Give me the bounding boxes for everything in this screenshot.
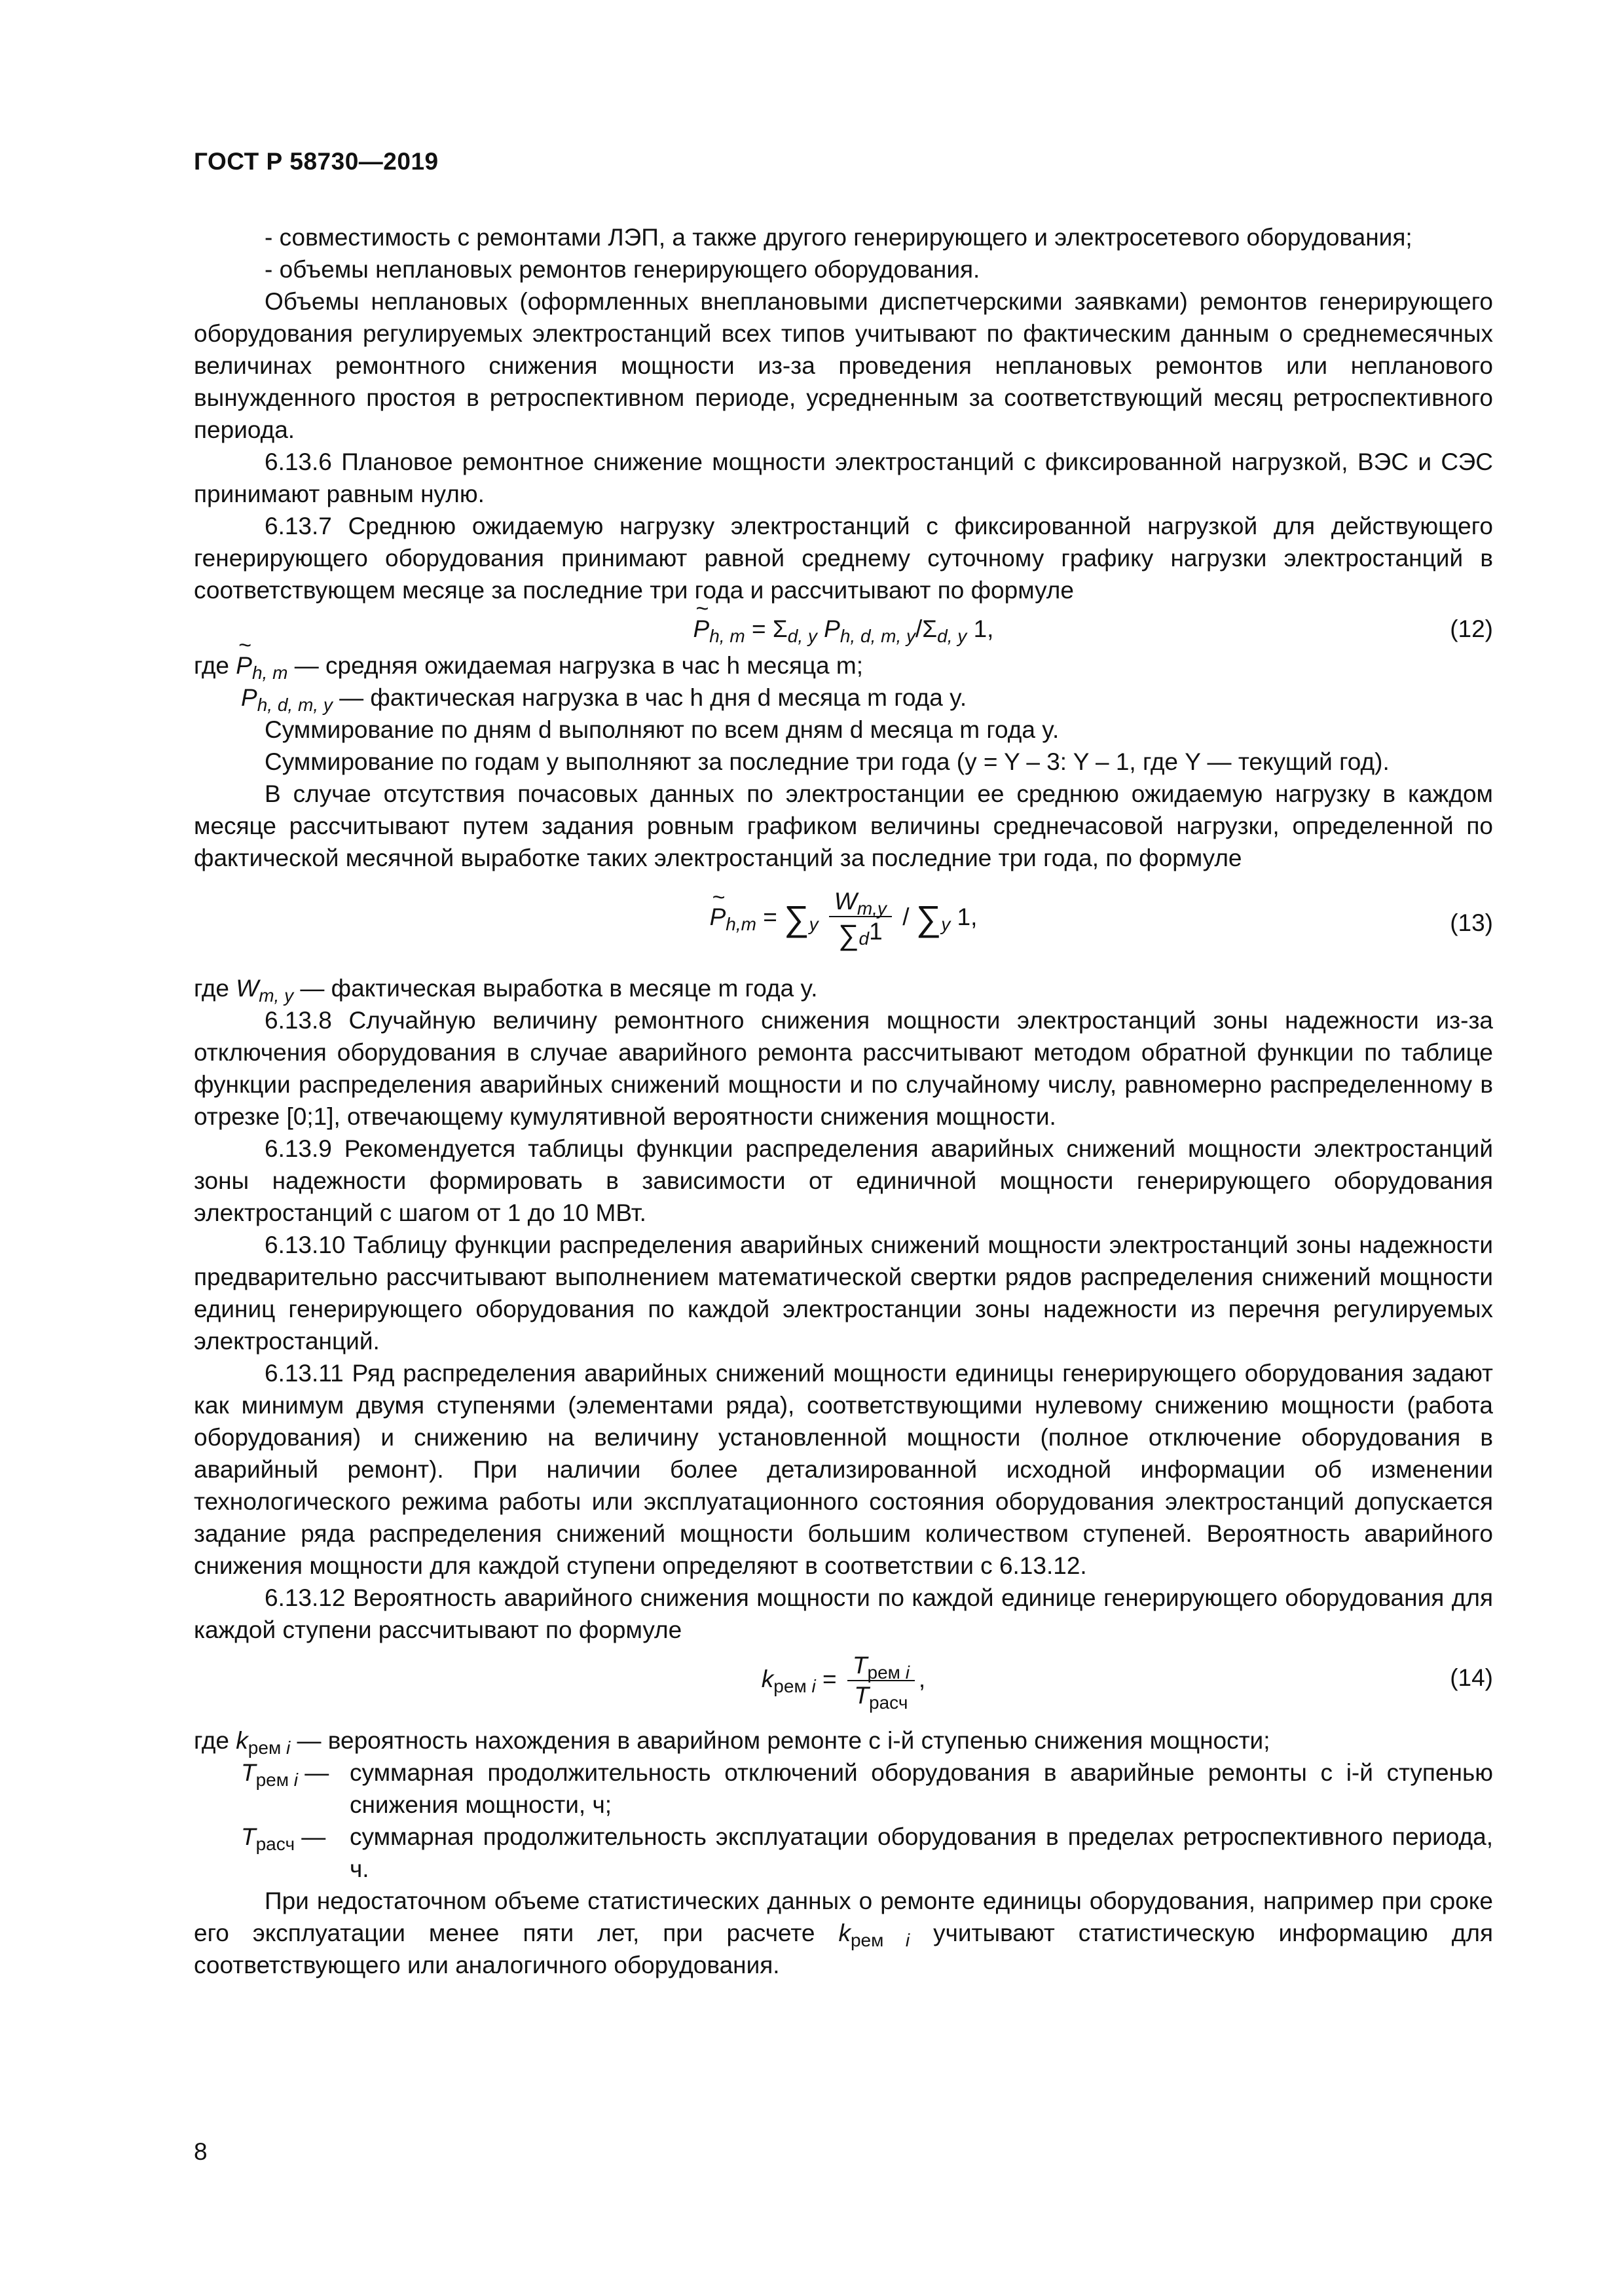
- definition-text: — фактическая выработка в месяце m года y.: [293, 975, 818, 1002]
- definition-row: где $W_{m, y}$ — фактическая выработка в месяце m года y.: [194, 975, 818, 1006]
- formula-14-expression: $k_{рем i}$ = $\frac{T_{рем i}}{T_{расч}}$ ,: [761, 1652, 926, 1713]
- symbol-P-hdmy: P: [241, 684, 257, 711]
- document-header: ГОСТ Р 58730—2019: [194, 148, 439, 175]
- formula-13-expression: ~ $P_{h,m} = \sum_y$ $\frac{W_{m,y}}{\sum_d1}$ / $\sum_y$ 1,: [194, 887, 1493, 950]
- formula-14-number: (14): [1450, 1664, 1493, 1691]
- paragraph: Объемы неплановых (оформленных внеплановыми диспетчерскими заявками) ремонтов генерирующего оборудования регулируемых электростанций всех типов учитывают по фактическим данным о среднемесячных величинах ремонтного снижения мощности из-за проведения неплановых ремонтов или непланового вынужденного простоя в ретроспективном периоде, усредненным за соответствующий месяц ретроспективного периода.: [194, 288, 1493, 443]
- paragraph: 6.13.10 Таблицу функции распределения аварийных снижений мощности электростанций зоны надежности предварительно рассчитывают выполнением математической свертки рядов распределения снижений мощности единиц генерирующего оборудования по каждой электростанции зоны надежности из перечня регулируемых электростанций.: [194, 1231, 1493, 1355]
- list-item: - объемы неплановых ремонтов генерирующего оборудования.: [265, 256, 980, 283]
- paragraph: При недостаточном объеме статистических данных о ремонте единицы оборудования, например при сроке его эксплуатации менее пяти лет, при расчете $k_{рем i}$ учитывают статистическую информацию для соответствующего или аналогичного оборудования.: [194, 1887, 1494, 1978]
- paragraph: В случае отсутствия почасовых данных по электростанции ее среднюю ожидаемую нагрузку в каждом месяце рассчитывают путем задания ровным графиком величины среднечасовой нагрузки, определенной по фактической месячной выработке таких электростанций за последние три года, по формуле: [194, 780, 1493, 871]
- definition-text: суммарная продолжительность эксплуатации оборудования в пределах ретроспективного периода, ч.: [350, 1823, 1493, 1882]
- document-body: [194, 221, 1493, 1981]
- page-number: 8: [194, 2138, 208, 2165]
- formula-12-number: (12): [1450, 615, 1493, 642]
- definition-row: $P_{h, d, m, y}$ — фактическая нагрузка в час h дня d месяца m года y.: [241, 684, 967, 715]
- definition-symbol: $T_{расч}$ —: [241, 1823, 326, 1854]
- formula-13-number: (13): [1450, 909, 1493, 936]
- paragraph: 6.13.12 Вероятность аварийного снижения мощности по каждой единице генерирующего оборудования для каждой ступени рассчитывают по формуле: [194, 1584, 1493, 1643]
- definition-row: где $k_{рем i}$ — вероятность нахождения в аварийном ремонте с i-й ступенью снижения мощности;: [194, 1727, 1270, 1758]
- list-item: - совместимость с ремонтами ЛЭП, а также другого генерирующего и электросетевого оборудования;: [265, 224, 1412, 251]
- definition-text: — средняя ожидаемая нагрузка в час h месяца m;: [287, 652, 864, 679]
- paragraph: 6.13.8 Случайную величину ремонтного снижения мощности электростанций зоны надежности из-за отключения оборудования в случае аварийного ремонта рассчитывают методом обратной функции по таблице функции распределения аварийных снижений мощности и по случайному числу, равномерно распределенному в отрезке [0;1], отвечающему кумулятивной вероятности снижения мощности.: [194, 1007, 1493, 1130]
- formula-14: [194, 1646, 1493, 1724]
- paragraph-text: При недостаточном объеме статистических данных о ремонте единицы оборудования, например при сроке его эксплуатации менее пяти лет, при расчете: [194, 1887, 1493, 1946]
- paragraph: Суммирование по годам y выполняют за последние три года (y = Y – 3: Y – 1, где Y — текущий год).: [265, 748, 1390, 775]
- paragraph: 6.13.11 Ряд распределения аварийных снижений мощности единицы генерирующего оборудования задают как минимум двумя ступенями (элементами ряда), соответствующими нулевому снижению мощности (работа оборудования) и снижению на величину установленной мощности (полное отключение оборудования в аварийный ремонт). При наличии более детализированной исходной информации об изменении технологического режима работы или эксплуатационного состояния оборудования электростанций допускается задание ряда распределения снижений мощности большим количеством ступеней. Вероятность аварийного снижения мощности для каждой ступени определяют в соответствии с 6.13.12.: [194, 1360, 1493, 1579]
- paragraph-text: учитывают статистическую информацию для соответствующего или аналогичного оборудования.: [194, 1920, 1494, 1978]
- paragraph: Суммирование по дням d выполняют по всем дням d месяца m года y.: [265, 716, 1060, 743]
- paragraph: 6.13.7 Среднюю ожидаемую нагрузку электростанций с фиксированной нагрузкой для действующего генерирующего оборудования принимают равной среднему суточному графику нагрузки электростанций в соответствующем месяце за последние три года и рассчитывают по формуле: [194, 513, 1493, 604]
- where-label: где: [194, 1727, 230, 1754]
- paragraph: 6.13.9 Рекомендуется таблицы функции распределения аварийных снижений мощности электростанций зоны надежности формировать в зависимости от единичной мощности генерирующего оборудования электростанций с шагом от 1 до 10 МВт.: [194, 1135, 1493, 1226]
- definition-row: [194, 1757, 1493, 1821]
- formula-13: [194, 874, 1493, 972]
- paragraph: 6.13.6 Плановое ремонтное снижение мощности электростанций с фиксированной нагрузкой, ВЭС и СЭС принимают равным нулю.: [194, 448, 1493, 507]
- where-label: где: [194, 975, 230, 1002]
- symbol-k-rem-i: k: [236, 1727, 248, 1754]
- where-label: где: [194, 652, 230, 679]
- definition-row: [194, 1821, 1493, 1885]
- definition-text: суммарная продолжительность отключений оборудования в аварийные ремонты с i-й ступенью снижения мощности, ч;: [350, 1759, 1493, 1818]
- formula-12-expression: ~ $P_{h, m} = \Sigma_{d, y}$ $P_{h, d, m, y}/\Sigma_{d, y}$ 1,: [194, 613, 1493, 645]
- definition-text: — вероятность нахождения в аварийном ремонте с i-й ступенью снижения мощности;: [290, 1727, 1270, 1754]
- definition-row: где ~ $P_{h, m}$ — средняя ожидаемая нагрузка в час h месяца m;: [194, 649, 1493, 682]
- formula-12: [194, 606, 1493, 649]
- definition-symbol: $T_{рем i}$ —: [241, 1759, 329, 1790]
- symbol-W-my: W: [236, 975, 259, 1002]
- definition-text: — фактическая нагрузка в час h дня d месяца m года y.: [332, 684, 967, 711]
- symbol-P-hm: ~ P: [236, 649, 252, 682]
